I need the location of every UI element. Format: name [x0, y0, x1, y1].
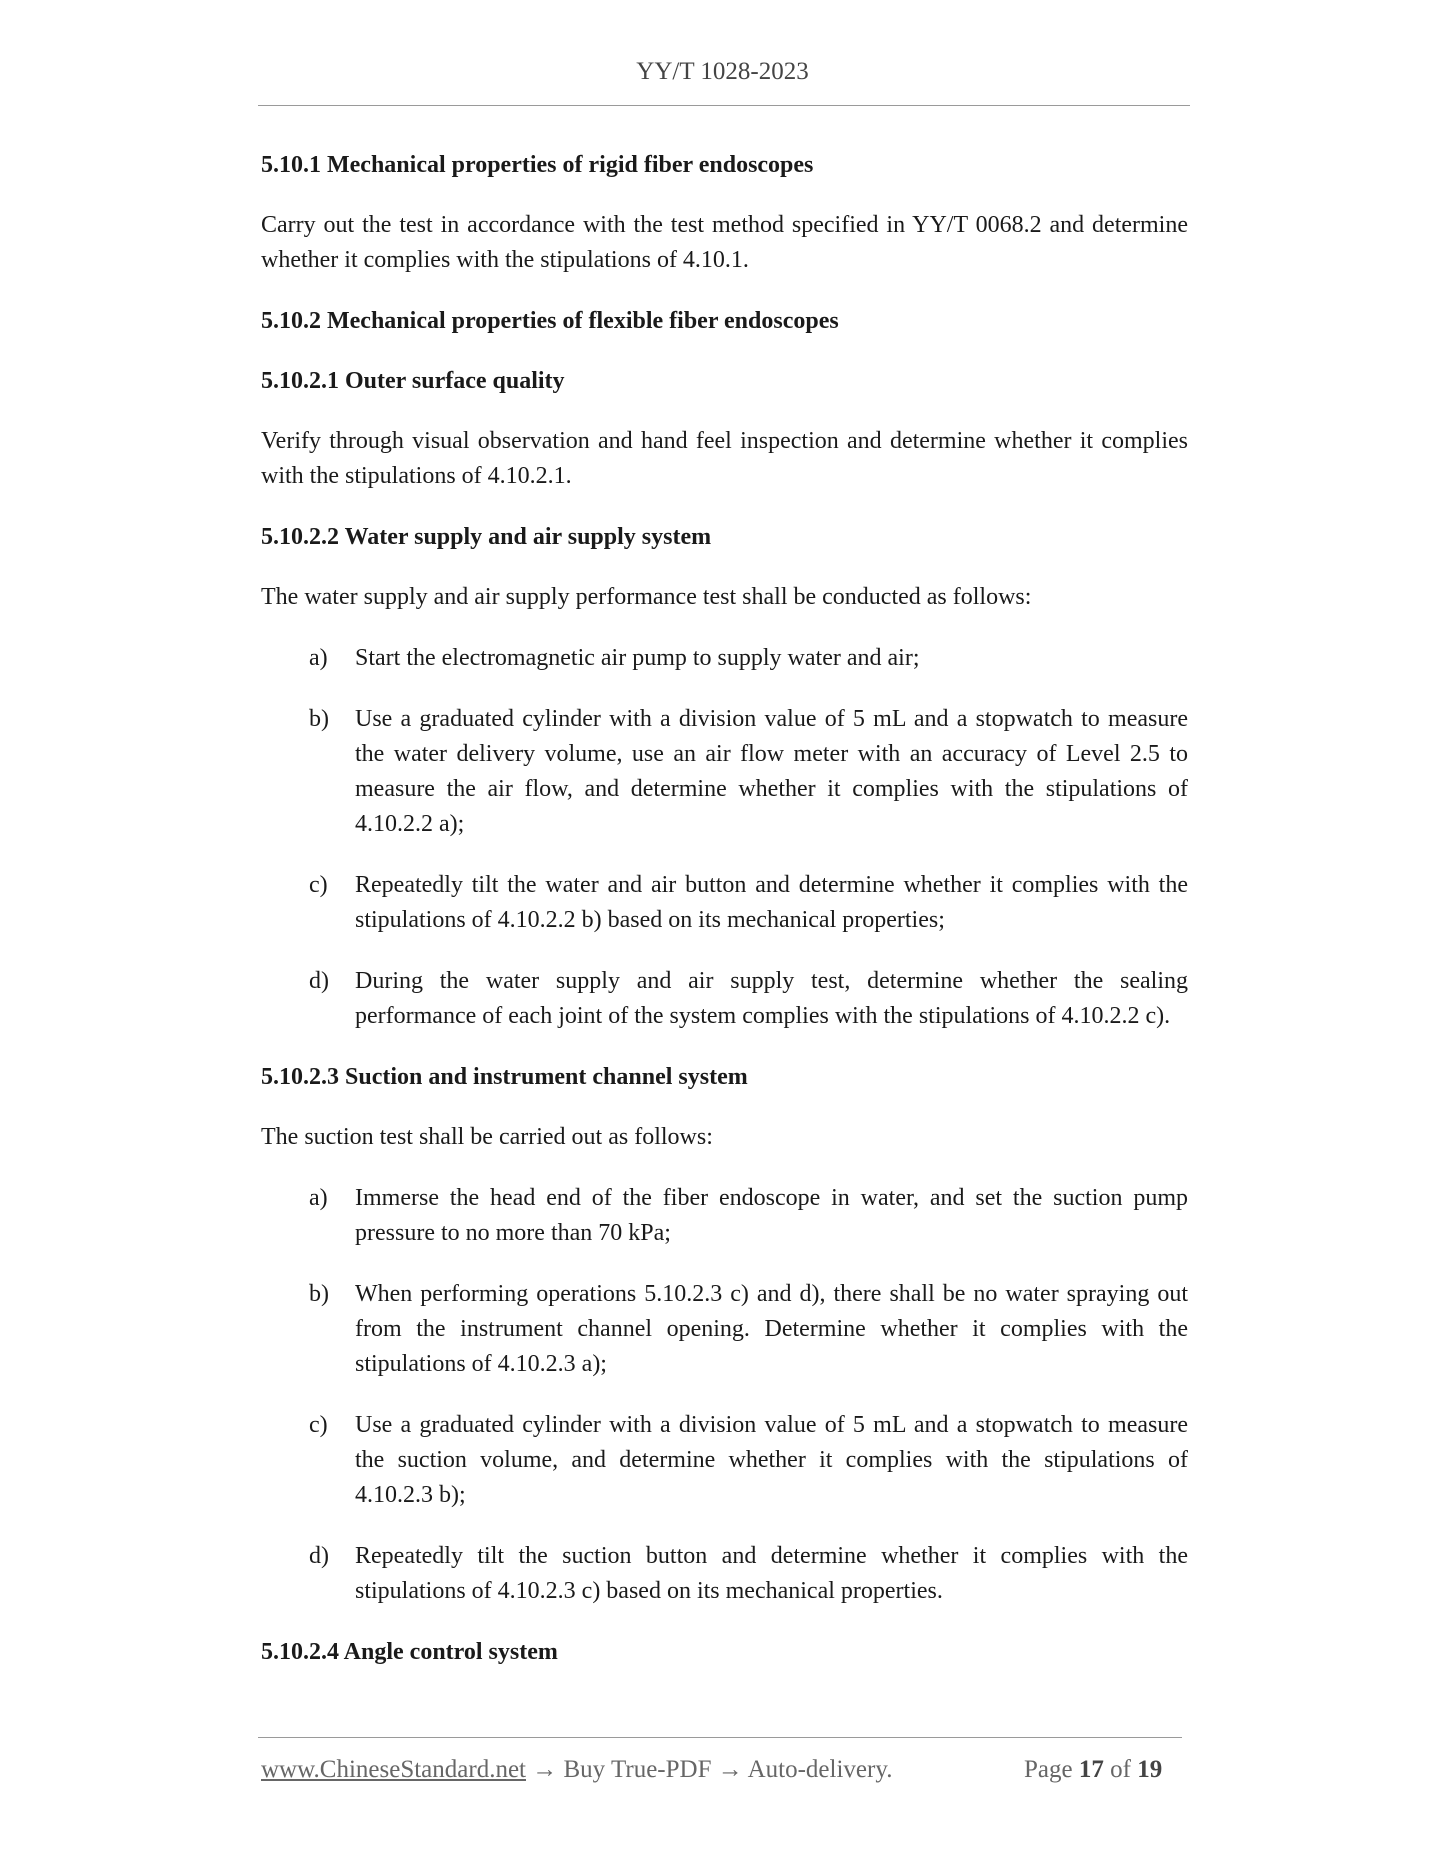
section-5-10-1-paragraph: Carry out the test in accordance with the test method specified in YY/T 0068.2 and determine whether it complies with the stipulations of 4.10.1. [261, 212, 1188, 273]
page-total: 19 [1137, 1756, 1163, 1783]
section-5-10-2-heading: 5.10.2 Mechanical properties of flexible fiber endoscopes [261, 308, 839, 334]
section-5-10-2-3-intro: The suction test shall be carried out as follows: [261, 1124, 713, 1150]
list-item-text: Repeatedly tilt the suction button and determine whether it complies with the stipulations of 4.10.2.3 c) based on its mechanical properties. [355, 1543, 1188, 1604]
list-marker: d) [309, 1543, 329, 1569]
list-marker: a) [309, 1185, 328, 1211]
list-marker: c) [309, 872, 328, 898]
of-label: of [1110, 1756, 1131, 1783]
footer-divider [258, 1737, 1182, 1738]
list-item [261, 1408, 1188, 1513]
arrow-right-icon: → [532, 1756, 558, 1783]
section-5-10-2-3-heading: 5.10.2.3 Suction and instrument channel system [261, 1064, 748, 1090]
list-marker: d) [309, 968, 329, 994]
arrow-right-icon: → [717, 1756, 743, 1783]
list-item-text: When performing operations 5.10.2.3 c) and d), there shall be no water spraying out from the instrument channel opening. Determine whether it complies with the stipulations of 4.10.2.3 a); [355, 1281, 1188, 1377]
list-item-text: During the water supply and air supply test, determine whether the sealing performance of each joint of the system complies with the stipulations of 4.10.2.2 c). [355, 968, 1188, 1029]
list-item [261, 1277, 1188, 1382]
document-body [261, 148, 1188, 1695]
list-item-text: Immerse the head end of the fiber endoscope in water, and set the suction pump pressure to no more than 70 kPa; [355, 1185, 1188, 1246]
section-5-10-1-heading: 5.10.1 Mechanical properties of rigid fiber endoscopes [261, 152, 814, 178]
section-5-10-2-4-heading: 5.10.2.4 Angle control system [261, 1639, 558, 1665]
footer-promo [261, 1756, 892, 1784]
document-code-header: YY/T 1028-2023 [636, 58, 809, 85]
list-item [261, 964, 1188, 1034]
auto-delivery-text: Auto-delivery. [747, 1756, 893, 1783]
section-5-10-2-2-intro: The water supply and air supply performance test shall be conducted as follows: [261, 584, 1032, 610]
list-item [261, 641, 1188, 676]
page-current: 17 [1078, 1756, 1104, 1783]
list-marker: b) [309, 1281, 329, 1307]
list-marker: b) [309, 706, 329, 732]
list-marker: a) [309, 645, 328, 671]
website-link[interactable]: www.ChineseStandard.net [261, 1756, 526, 1783]
section-5-10-2-2-heading: 5.10.2.2 Water supply and air supply system [261, 524, 712, 550]
list-item-text: Start the electromagnetic air pump to supply water and air; [355, 645, 920, 671]
page-number [1024, 1756, 1162, 1784]
page-label: Page [1024, 1756, 1073, 1783]
list-item [261, 1181, 1188, 1251]
list-item-text: Use a graduated cylinder with a division value of 5 mL and a stopwatch to measure the water delivery volume, use an air flow meter with an accuracy of Level 2.5 to measure the air flow, and determine whether it complies with the stipulations of 4.10.2.2 a); [355, 706, 1188, 837]
list-item [261, 1539, 1188, 1609]
section-5-10-2-1-paragraph: Verify through visual observation and hand feel inspection and determine whether it complies with the stipulations of 4.10.2.1. [261, 428, 1188, 489]
list-item-text: Use a graduated cylinder with a division value of 5 mL and a stopwatch to measure the suction volume, and determine whether it complies with the stipulations of 4.10.2.3 b); [355, 1412, 1188, 1508]
list-item [261, 868, 1188, 938]
buy-true-pdf-text: Buy True-PDF [563, 1756, 712, 1783]
list-item-text: Repeatedly tilt the water and air button and determine whether it complies with the stipulations of 4.10.2.2 b) based on its mechanical properties; [355, 872, 1188, 933]
section-5-10-2-1-heading: 5.10.2.1 Outer surface quality [261, 368, 565, 394]
list-marker: c) [309, 1412, 328, 1438]
header-divider [258, 105, 1190, 106]
list-item [261, 702, 1188, 842]
